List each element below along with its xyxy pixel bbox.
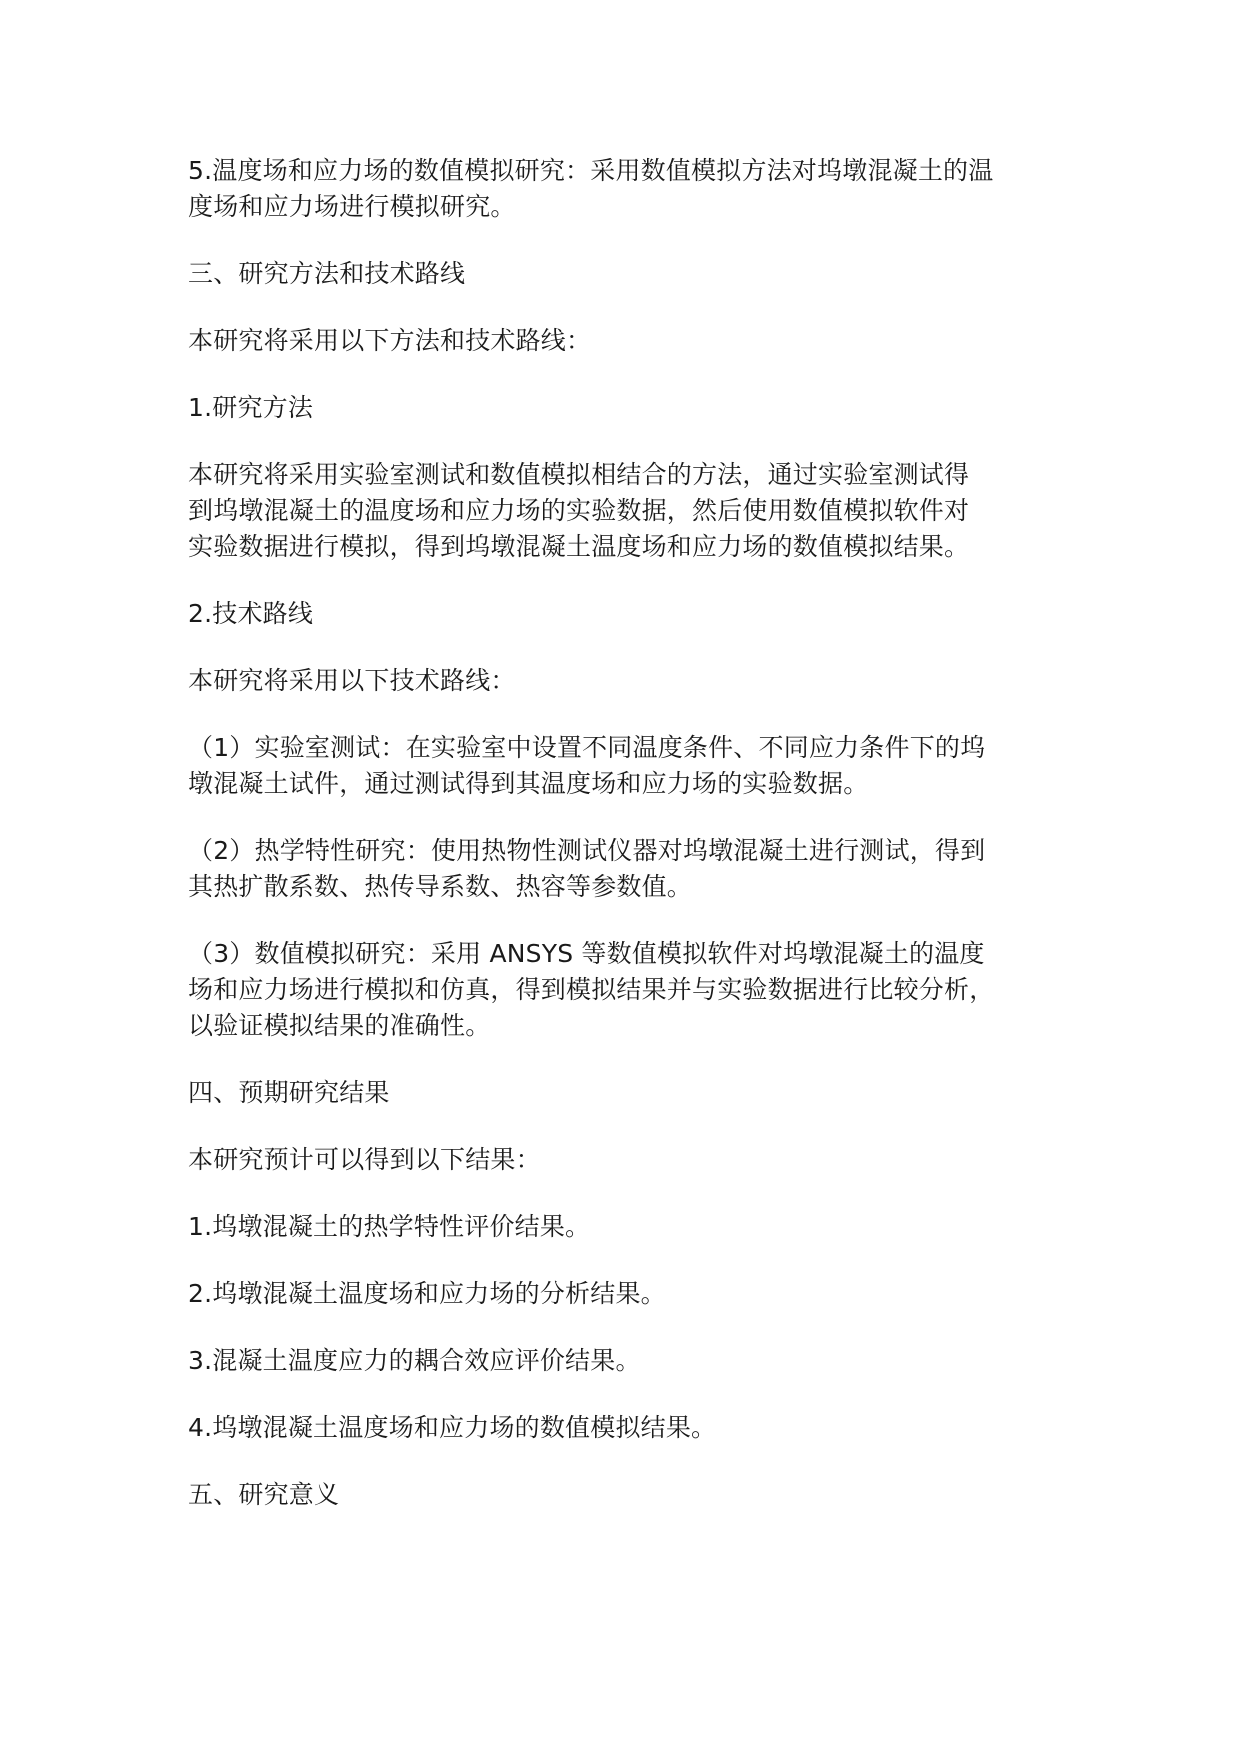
text-line: 4.坞墩混凝土温度场和应力场的数值模拟结果。 <box>188 1413 717 1442</box>
paragraph-route-step-1 <box>188 730 1088 802</box>
text-line: 其热扩散系数、热传导系数、热容等参数值。 <box>188 872 693 901</box>
text-line: 墩混凝土试件，通过测试得到其温度场和应力场的实验数据。 <box>188 769 869 798</box>
document-body <box>188 153 1088 1544</box>
text-line: 三、研究方法和技术路线 <box>188 259 466 288</box>
paragraph-result-1 <box>188 1209 1088 1245</box>
text-line: 四、预期研究结果 <box>188 1078 390 1107</box>
text-line: 实验数据进行模拟，得到坞墩混凝土温度场和应力场的数值模拟结果。 <box>188 532 970 561</box>
text-line: 2.坞墩混凝土温度场和应力场的分析结果。 <box>188 1279 666 1308</box>
paragraph-result-4 <box>188 1410 1088 1446</box>
text-line: 3.混凝土温度应力的耦合效应评价结果。 <box>188 1346 641 1375</box>
text-line: 本研究将采用实验室测试和数值模拟相结合的方法，通过实验室测试得 <box>188 460 970 489</box>
text-line: 本研究将采用以下技术路线： <box>188 666 516 695</box>
text-line: （3）数值模拟研究：采用 ANSYS 等数值模拟软件对坞墩混凝土的温度 <box>188 939 985 968</box>
paragraph-result-2 <box>188 1276 1088 1312</box>
paragraph-route-intro <box>188 663 1088 699</box>
text-line: 以验证模拟结果的准确性。 <box>188 1011 491 1040</box>
paragraph-results-intro <box>188 1142 1088 1178</box>
text-line: 1.研究方法 <box>188 393 314 422</box>
paragraph-route-step-2 <box>188 833 1088 905</box>
text-line: （1）实验室测试：在实验室中设置不同温度条件、不同应力条件下的坞 <box>188 733 986 762</box>
subheading-technical-route <box>188 596 1088 632</box>
text-line: 本研究将采用以下方法和技术路线： <box>188 326 592 355</box>
text-line: 本研究预计可以得到以下结果： <box>188 1145 541 1174</box>
paragraph-route-step-3 <box>188 936 1088 1044</box>
section-heading-3 <box>188 256 1088 292</box>
text-line: 1.坞墩混凝土的热学特性评价结果。 <box>188 1212 591 1241</box>
text-line: 场和应力场进行模拟和仿真，得到模拟结果并与实验数据进行比较分析， <box>188 975 995 1004</box>
text-line: 2.技术路线 <box>188 599 314 628</box>
text-line: 五、研究意义 <box>188 1480 340 1509</box>
subheading-research-method <box>188 390 1088 426</box>
section-heading-5 <box>188 1477 1088 1513</box>
paragraph-item-5 <box>188 153 1088 225</box>
section-heading-4 <box>188 1075 1088 1111</box>
paragraph-research-method <box>188 457 1088 565</box>
text-line: 到坞墩混凝土的温度场和应力场的实验数据，然后使用数值模拟软件对 <box>188 496 970 525</box>
text-line: （2）热学特性研究：使用热物性测试仪器对坞墩混凝土进行测试，得到 <box>188 836 986 865</box>
text-line: 度场和应力场进行模拟研究。 <box>188 192 516 221</box>
paragraph-result-3 <box>188 1343 1088 1379</box>
text-line: 5.温度场和应力场的数值模拟研究：采用数值模拟方法对坞墩混凝土的温 <box>188 156 994 185</box>
paragraph-section-3-intro <box>188 323 1088 359</box>
